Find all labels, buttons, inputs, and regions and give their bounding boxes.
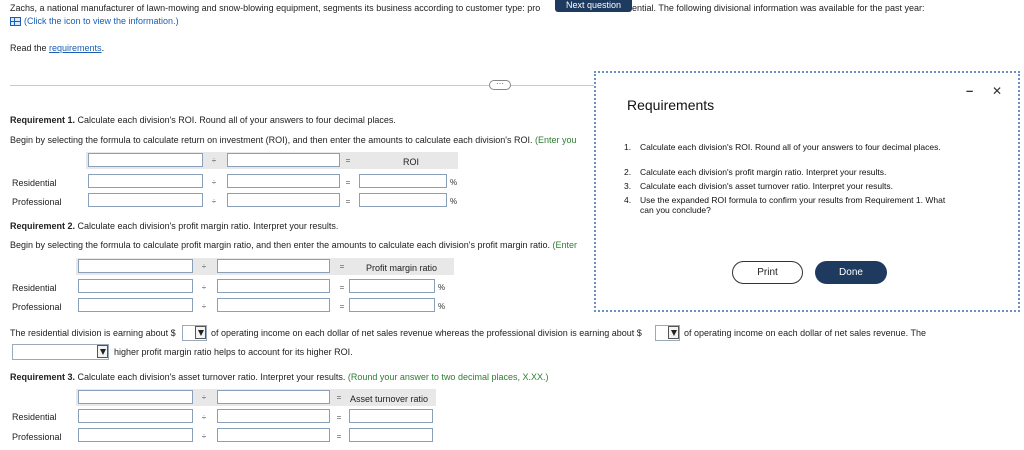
req1-formula-denominator[interactable] [227, 153, 340, 167]
req1-op-equals: = [345, 156, 351, 165]
req1-op-divide: ÷ [211, 156, 217, 165]
req2-formula-denominator[interactable] [217, 259, 330, 273]
req1-op-equals: = [345, 197, 351, 206]
chevron-down-icon[interactable] [195, 326, 206, 339]
req3-result-label: Asset turnover ratio [350, 394, 429, 404]
req1-op-equals: = [345, 178, 351, 187]
req2-result-label: Profit margin ratio [366, 263, 438, 273]
req2-heading: Requirement 2. Calculate each division's profit margin ratio. Interpret your results. [10, 221, 339, 231]
req2-unit: % [438, 302, 446, 311]
print-button[interactable]: Print [732, 261, 803, 284]
req3-residential-result[interactable] [349, 409, 433, 423]
req1-professional-numerator[interactable] [88, 193, 203, 207]
req2-professional-numerator[interactable] [78, 298, 193, 312]
req3-op-equals: = [336, 413, 342, 422]
requirement-item: 2. Calculate each division's profit margin ratio. Interpret your results. [624, 167, 887, 177]
req1-professional-denominator[interactable] [227, 193, 340, 207]
req3-op-divide: ÷ [201, 393, 207, 402]
req2-interp-d: higher profit margin ratio helps to account for its higher ROI. [114, 347, 353, 357]
requirement-item: 3. Calculate each division's asset turnover ratio. Interpret your results. [624, 181, 893, 191]
req2-interp-c: of operating income on each dollar of net sales revenue. The [684, 328, 926, 338]
req2-interp-b: of operating income on each dollar of net sales revenue whereas the professional division is earning about $ [211, 328, 642, 338]
req2-op-divide: ÷ [201, 262, 207, 271]
chevron-down-icon[interactable] [97, 345, 108, 358]
req2-residential-numerator[interactable] [78, 279, 193, 293]
modal-title: Requirements [627, 97, 715, 113]
req1-unit: % [450, 178, 458, 187]
req3-professional-denominator[interactable] [217, 428, 330, 442]
req2-op-divide: ÷ [201, 283, 207, 292]
requirements-link[interactable]: requirements [49, 43, 102, 53]
req2-professional-result[interactable] [349, 298, 435, 312]
intro-text-end: ential. The following divisional information was available for the past year: [632, 3, 925, 13]
req1-row-label-professional: Professional [12, 197, 62, 207]
req2-op-equals: = [339, 283, 345, 292]
requirement-item: 4. Use the expanded ROI formula to confirm your results from Requirement 1. What can you conclude? [624, 195, 946, 215]
req1-instruction: Begin by selecting the formula to calculate return on investment (ROI), and then enter the amounts to calculate each division's ROI. (Enter you [10, 135, 577, 145]
done-button[interactable]: Done [815, 261, 887, 284]
req3-op-divide: ÷ [201, 413, 207, 422]
req3-row-label-professional: Professional [12, 432, 62, 442]
req2-instruction: Begin by selecting the formula to calculate profit margin ratio, and then enter the amounts to calculate each division's profit margin ratio. (Enter [10, 240, 578, 250]
req1-formula-numerator[interactable] [88, 153, 203, 167]
close-icon[interactable]: ✕ [992, 84, 1003, 98]
req2-formula-numerator[interactable] [78, 259, 193, 273]
req3-op-equals: = [336, 393, 342, 402]
req2-residential-result[interactable] [349, 279, 435, 293]
req2-op-divide: ÷ [201, 302, 207, 311]
req1-unit: % [450, 197, 458, 206]
req1-residential-numerator[interactable] [88, 174, 203, 188]
req2-interp-a: The residential division is earning about $ [10, 328, 176, 338]
req3-formula-numerator[interactable] [78, 390, 193, 404]
req3-formula-denominator[interactable] [217, 390, 330, 404]
minimize-icon[interactable]: – [966, 83, 974, 98]
req1-op-divide: ÷ [211, 178, 217, 187]
req2-op-equals: = [339, 302, 345, 311]
req3-op-equals: = [336, 432, 342, 441]
req3-professional-numerator[interactable] [78, 428, 193, 442]
req2-row-label-professional: Professional [12, 302, 62, 312]
req2-unit: % [438, 283, 446, 292]
intro-text: Zachs, a national manufacturer of lawn-mowing and snow-blowing equipment, segments its business according to customer type: pro [10, 3, 541, 13]
req1-heading: Requirement 1. Calculate each division's ROI. Round all of your answers to four decimal places. [10, 115, 396, 125]
req1-result-label: ROI [403, 157, 420, 167]
req2-op-equals: = [339, 262, 345, 271]
requirement-item: 1. Calculate each division's ROI. Round all of your answers to four decimal places. [624, 142, 941, 152]
info-link[interactable] [10, 16, 179, 26]
requirements-modal [594, 71, 1020, 312]
chevron-down-icon[interactable] [668, 326, 679, 339]
req1-residential-result[interactable] [359, 174, 447, 188]
table-icon[interactable] [10, 17, 21, 26]
req2-residential-denominator[interactable] [217, 279, 330, 293]
req2-row-label-residential: Residential [12, 283, 57, 293]
req3-op-divide: ÷ [201, 432, 207, 441]
req3-row-label-residential: Residential [12, 412, 57, 422]
req3-heading: Requirement 3. Calculate each division's asset turnover ratio. Interpret your results. (Round your answer to two decimal places, X.XX.) [10, 372, 549, 382]
req1-professional-result[interactable] [359, 193, 447, 207]
ellipsis-icon[interactable]: ··· [489, 80, 511, 90]
req2-professional-denominator[interactable] [217, 298, 330, 312]
read-requirements: Read the requirements. [10, 43, 105, 53]
req2-division-dropdown[interactable] [12, 344, 109, 360]
req3-professional-result[interactable] [349, 428, 433, 442]
req3-residential-numerator[interactable] [78, 409, 193, 423]
req1-op-divide: ÷ [211, 197, 217, 206]
next-question-tab[interactable]: Next question [555, 0, 632, 12]
divider [10, 85, 600, 86]
req1-residential-denominator[interactable] [227, 174, 340, 188]
info-link-text[interactable]: (Click the icon to view the information.) [24, 16, 179, 26]
req1-row-label-residential: Residential [12, 178, 57, 188]
req3-residential-denominator[interactable] [217, 409, 330, 423]
